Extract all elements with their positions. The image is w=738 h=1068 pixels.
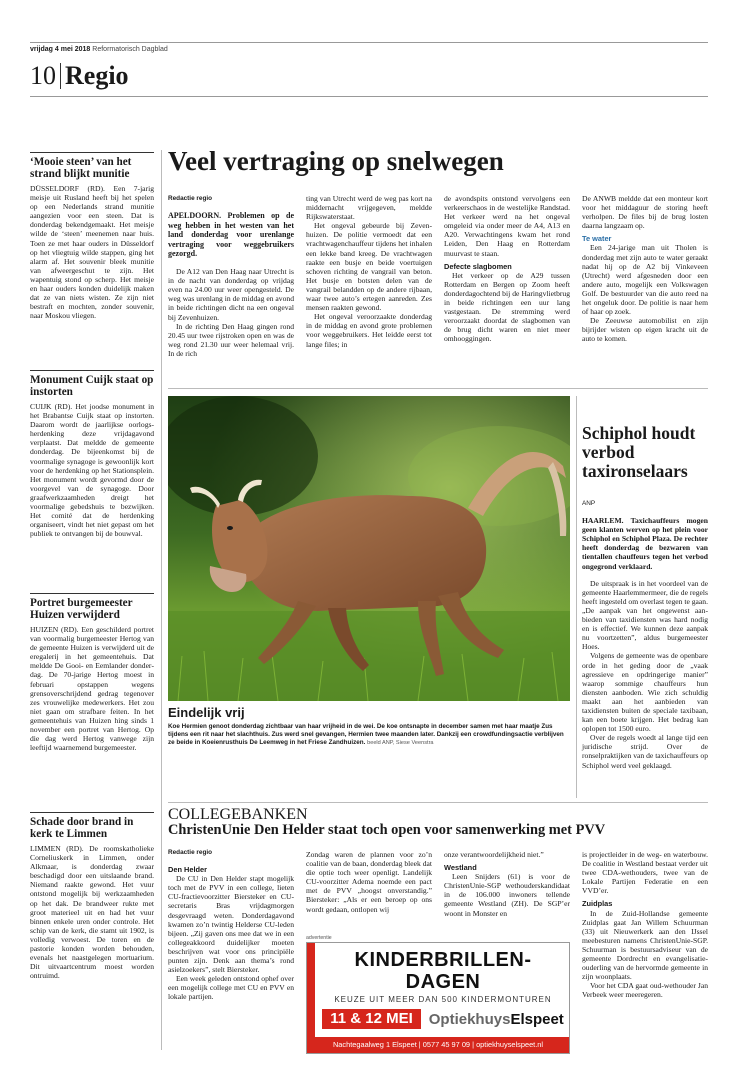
main-paragraph: Een 24-jarige man uit Tholen is donderdag met zijn auto te water geraakt nadat hij op de A2 bij Vinkeveen (Utrecht) werd afgesneden door een andere auto, mogelijk een Volkswagen Golf. De bestuurder van die auto reed na het ongeluk door. De politie is naar hem of haar op zoek. [582,243,708,317]
sidebar-item-munitie [30,156,154,320]
collegebanken-subheading: Den Helder [168,865,208,875]
advert-title: KINDERBRILLEN-DAGEN [354,949,532,993]
collegebanken-paragraph: Voor het CDA gaat oud-wethouder Jan Verbeek weer meeregeren. [582,981,708,1000]
main-article-col3 [444,194,570,344]
collegebanken-col1 [168,848,294,1002]
collegebanken-paragraph: is projectleider in de weg- en waterbouw. De coalitie in Westland bestaat verder uit twee CDA-wethouders, twee van de Lokale Partijen Federatie en een VVD’er. [582,850,708,896]
page-number: 10 [30,61,56,90]
main-paragraph: In de richting Den Haag gingen rond 20.45 uur twee rijstroken open en was de weg rond 21.30 uur weer helemaal vrij. In de rich [168,321,294,358]
sidebar-title: Portret burgemeester Huizen verwijderd [30,597,133,621]
page-header [30,58,129,94]
masthead-dateline [30,46,168,53]
collegebanken-headline: ChristenUnie Den Helder staat toch open voor samenwerking met PVV [168,822,606,838]
sidebar-title: Schade door brand in kerk te Limmen [30,816,134,840]
advert-brand [429,1011,564,1028]
cow-photo-illustration [168,396,570,701]
advert-brand-a: Optiekhuys [428,1010,511,1028]
main-lead: APELDOORN. Problemen op de weg hebben in het westen van het land donderdag voor urenlange vertraging voor weggebruikers gezorgd. [168,211,294,259]
main-paragraph: De ANWB meldde dat een monteur kort voor het middaguur de storing heeft verholpen. De files bij de brug losten daarna langzaam op. [582,194,708,231]
schiphol-byline: ANP [582,500,596,507]
photo-credit: beeld ANP, Siese Veenstra [367,740,434,746]
sidebar-text: CUIJK (RD). Het joodse monument in het Brabantse Cuijk staat op instorten. Daarom wordt de jaarlijkse oorlogsherdenking deze vrijdagavond verplaatst. Dat meldde de gemeente donderdag. De bijeenkomst bij de voormalige synagoge is gewoonlijk kort voor de herdenking op het Stationsplein. Het monument wordt gevormd door de voorgevel van de synagoge. Door graafwerkzaamheden dreigt het voormalige gebedshuis te bezwijken. Het comité dat de herdenking organiseert, vindt het niet gepast om het publiek te ontvangen bij de bouwval. [30,402,154,539]
photo-caption-text: Koe Hermien genoot donderdag zichtbaar van haar vrijheid in de wei. De koe ontsnapte in december samen met haar maatje Zus tijdens een rit naar het slachthuis. Zus werd snel gevangen, Hermien twee maanden later. Dankzij een crowdfundingsactie verblijven ze beide in Koeienrusthuis De Leemweg in het Friese Zandhuizen. [168,723,564,746]
sidebar-item-cuijk [30,374,154,538]
cow-photo [168,396,570,701]
main-paragraph: De Zeeuwse automobilist en zijn bijrijder wisten op eigen kracht uit de auto te komen. [582,316,708,344]
main-article-col2 [306,194,432,349]
advert-footer[interactable]: Nachtegaalweg 1 Elspeet | 0577 45 97 09 | optiekhuyselspeet.nl [307,1037,569,1053]
sidebar-title: ‘Mooie steen’ van het strand blijkt munitie [30,156,132,180]
collegebanken-subheading: Zuidplas [582,899,613,909]
main-headline-wrap [168,146,708,177]
main-subheading: Defecte slagbomen [444,261,512,271]
main-paragraph: Het verkeer op de A29 tussen Rotterdam en Bergen op Zoom heeft donderdagochtend bij de Haringvlietbrug in beide richtingen een uur lang vastgestaan. De stremming werd veroorzaakt doordat de slagbomen van de brug dicht waren en niet meer omhooggingen. [444,270,570,344]
sidebar-text: LIMMEN (RD). De roomskatholieke Corneliuskerk in Limmen, onder Alkmaar, is donderdag zwaar beschadigd door een uitslaande brand. Niemand raakte gewond. Het vuur ontstond mogelijk bij werkzaamheden op het dak. De brandweer rukte met groot materieel uit en had het vuur binnen enkele uren onder controle. Het schip van de kerk, die stamt uit 1902, is volledig verwoest. De toren en de pastorie konden worden behouden, evenals het naastgelegen mortuarium. Dit uitvaartcentrum moest worden ontruimd. [30,844,154,981]
photo-caption-block [168,705,570,747]
main-article-col1 [168,194,294,358]
schiphol-paragraph: De uitspraak is in het voordeel van de gemeente Haarlemmermeer, die de regels heeft ingesteld om overlast tegen te gaan. „De aanpak van het ongewenst aanbieden van taxidiensten was hard nodig en is effectief. We kunnen deze aanpak nu voortzetten”, aldus burgemeester Hoes. [582,578,708,652]
collegebanken-paragraph: Een week geleden ontstond ophef over een mogelijk college met CU en PVV en lokale partijen. [168,974,294,1002]
page-header-divider [60,63,61,89]
collegebanken-paragraph: Zondag waren de plannen voor zo’n coalitie van de baan, donderdag bleek dat die optie toch weer openligt. Landelijk CU-voorzitter Adema noemde een pact met de PVV „hoogst onverstandig.” Biersteker: „Als er een beroep op ons wordt gedaan, ontlopen wij [306,850,432,914]
section-title: Regio [65,61,129,90]
main-paragraph: Het ongeval veroorzaakte donderdag in de middag en avond grote problemen voor weggebruikers. Het leidde eerst tot lange files; in [306,312,432,349]
collegebanken-byline: Redactie regio [168,849,213,856]
collegebanken-col2 [306,850,432,914]
main-article-col4 [582,194,708,344]
schiphol-paragraph: Volgens de gemeente was de openbare orde in het geding door de „vaak agressieve en opdringerige manier” waarop sommige chauffeurs hun diensten aanboden. Wie zich schuldig maakt aan het aanbieden van taxidiensten buiten de speciale taxibaan, kan een boete krijgen. Het bedrag kan oplopen tot 1500 euro. [582,651,708,734]
sidebar-item-limmen [30,816,154,980]
collegebanken-col3 [444,850,570,918]
main-paragraph: Het ongeval gebeurde bij Zevenhuizen. De politie vermoedt dat een vrachtwagenchauffeur tijdens het inhalen een lekke band kreeg. De vrachtwagen raakte een busje en beide voertuigen schoven richting de vangrail van beton. Het busje en botsten delen van de vangrail belandden op de andere rijbaan, waar twee auto’s ertegen aanreden. Zes mensen raakten gewond. [306,221,432,313]
collegebanken-col4 [582,850,708,1000]
collegebanken-subheading: Westland [444,863,477,873]
schiphol-headline: Schiphol houdt verbod taxironselaars [582,423,696,481]
advert-red-bar [307,943,315,1039]
masthead-paper: Reformatorisch Dagblad [92,46,168,53]
collegebanken-paragraph: De CU in Den Helder stapt mogelijk toch met de PVV in een college, lieten CU-fractievoorzitter Biersteker en CU-secretaris Bras vrijdagmorgen desgevraagd weten. Donderdagavond kwamen zo’n twintig Helderse CU-leden bijeen. „Zij gaven ons mee dat we in een collegeakkoord duidelijker moeten beschrijven wat voor ons principiële punten zijn. Denk aan thema’s rond asielzoekers”, stelt Biersteker. [168,874,294,975]
sidebar-text: DÜSSELDORF (RD). Een 7-jarig meisje uit Rusland heeft bij het spelen op een Nederlands strand munitie aangezien voor een steen. Dat is donderdag bekendgemaakt. Het meisje wilde de ‘steen’ meenemen naar huis. Toen ze met haar ouders in Düsseldorf op het vliegtuig wilde stappen, ging het alarm af. Het souvenir bleek munitie van afweergeschut te zijn. Het wapentuig stond op scherp. Het meisje en haar ouders konden duidelijk maken dat ze van niets wisten. Ze zijn niet bestraft en mochten, zonder souvenir, naar Moskou vliegen. [30,184,154,321]
main-headline: Veel vertraging op snelwegen [168,146,504,176]
main-paragraph: de avondspits ontstond vervolgens een verkeerschaos in de westelijke Randstad. Het verkeer werd na het ongeval omgeleid via onder meer de A4, A13 en A20. Verwachtingens kwam het rond Leiden, Den Haag en Rotterdam muurvast te staan. [444,194,570,258]
collegebanken-headline-wrap [168,822,708,839]
advert-tagline: KEUZE UIT MEER DAN 500 KINDERMONTUREN [334,995,552,1004]
main-subheading: Te water [582,234,612,244]
advert[interactable] [306,942,570,1054]
collegebanken-paragraph: onze verantwoordelijkheid niet.” [444,850,544,859]
schiphol-paragraph: Over de regels woedt al lange tijd een juridische strijd. Over de ronselpraktijken van de taxichauffeurs op Schiphol werd veel geklaagd. [582,733,708,770]
collegebanken-kicker: COLLEGEBANKEN [168,806,308,823]
masthead-date: vrijdag 4 mei 2018 [30,46,91,53]
photo-caption [168,723,570,747]
advert-row [321,1009,565,1029]
sidebar-item-huizen [30,597,154,752]
main-paragraph: ting van Utrecht werd de weg pas kort na middernacht vrijgegeven, meldde Rijkswaterstaat. [306,194,432,222]
photo-caption-title: Eindelijk vrij [168,705,245,720]
advert-brand-b: Elspeet [510,1010,564,1028]
advert-content [321,949,565,1029]
sidebar-text: HUIZEN (RD). Een geschilderd portret van voormalig burgemeester Hertog van de gemeente Huizen is verwijderd uit de eregalerij in het gemeentehuis. Dat meldde De Gooi- en Eemlander donderdag. De 70-jarige Hertog moest in februari opstappen wegens grensoverschrijdend gedrag tegenover zes vrouwelijke medewerkers. Het zou niet gaan om strafbare feiten. In het gemeentehuis van Huizen hing sinds 1 november een portret van Hertog. Op die dag werd Hertog vanwege zijn leeftijd waarnemend burgemeester. [30,625,154,753]
schiphol-article [582,424,708,770]
collegebanken-paragraph: Leen Snijders (61) is voor de ChristenUnie-SGP wethouderskandidaat in de 106.000 inwoners tellende gemeente Westland (ZH). De SGP’er woont in Monster en [444,872,570,918]
collegebanken-paragraph: In de Zuid-Hollandse gemeente Zuidplas gaat Jan Willem Schuurman (33) uit Nieuwerkerk aan den IJssel meebesturen namens ChristenUnie-SGP. Schuurman is bestuursadviseur van de gemeente Dordrecht en evangelisatieouderling van de hervormde gemeente in zijn woonplaats. [582,908,708,982]
sidebar-title: Monument Cuijk staat op instorten [30,374,154,398]
schiphol-lead: HAARLEM. Taxichauffeurs mogen geen klanten werven op het plein voor Schiphol en Schiphol Plaza. De rechter heeft donderdag de bezwaren van tientallen chauffeurs tegen het verbod ongegrond verklaard. [582,516,708,571]
main-paragraph: De A12 van Den Haag naar Utrecht is in de nacht van donderdag op vrijdag even na 24.00 uur weer opengesteld. De weg was urenlang in de middag en avond in beide richtingen dicht na een ongeval bij Zevenhuizen. [168,267,294,322]
advert-label: advertentie [306,935,332,941]
advert-dates: 11 & 12 MEI [322,1009,421,1029]
main-byline: Redactie regio [168,195,213,202]
